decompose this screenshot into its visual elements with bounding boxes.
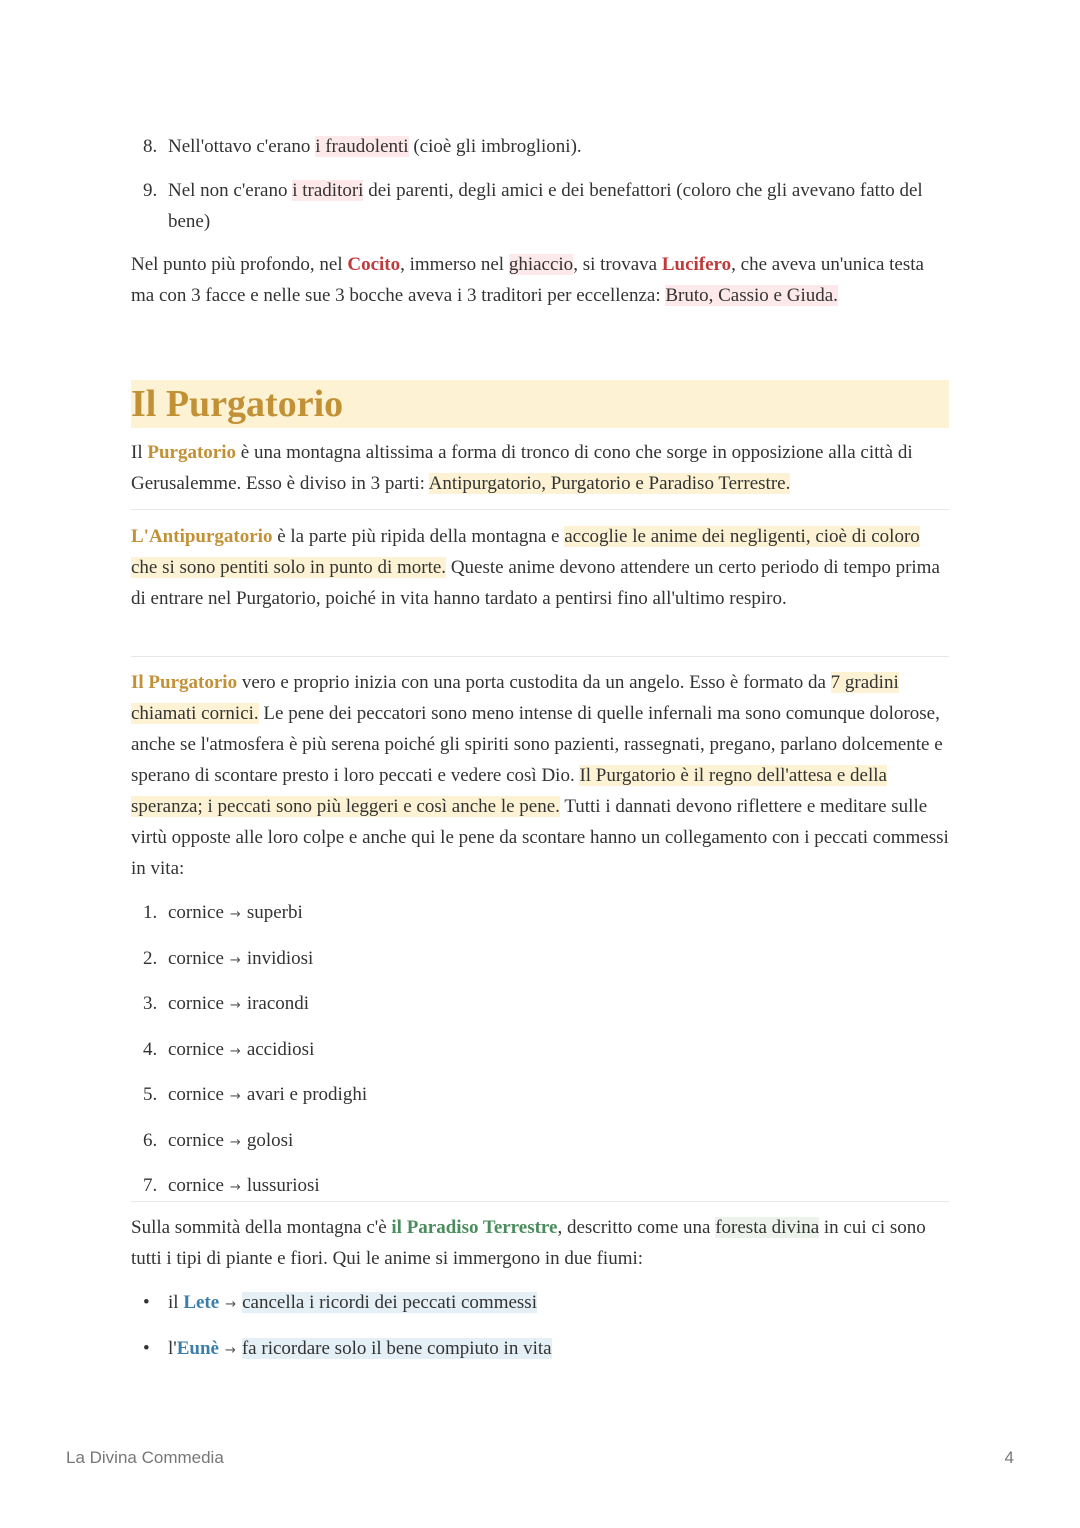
list-number: 7. [143,1175,158,1196]
cornice-item [131,988,949,1021]
cornici-list [131,897,949,1203]
purgatorio-intro [131,437,949,499]
text: in cui ci sono tutti i tipi di piante e fiori. Qui le anime si immergono in due fiumi: [131,1217,926,1269]
text: Queste anime devono attendere un certo periodo di tempo prima di entrare nel Purgatorio, poiché in vita hanno tardato a pentirsi fino all'ultimo respiro. [131,557,940,609]
text: , che aveva un'unica testa ma con 3 facce e nelle sue 3 bocche aveva i 3 traditori per eccellenza: [131,254,924,306]
list-number: 3. [143,993,158,1014]
attesa-highlight: Il Purgatorio è il regno dell'attesa e della speranza; i peccati sono più leggeri e così anche le pene. [131,765,887,817]
cornice-label: cornice [168,947,224,969]
cornice-item [131,1170,949,1203]
antipurgatorio-term: L'Antipurgatorio [131,526,273,547]
hell-circles-list [131,131,949,237]
purgatorio-paragraph [131,667,949,884]
arrow-icon: → [229,1043,241,1059]
sinners-label: golosi [246,1129,294,1151]
text: , immerso nel [400,254,509,275]
river-prefix: l' [168,1337,177,1359]
text: è la parte più ripida della montagna e [272,526,565,547]
footer-title: La Divina Commedia [66,1448,224,1467]
list-number: 1. [143,902,158,923]
sinners-label: invidiosi [246,947,314,969]
bullet-icon: • [143,1292,150,1313]
section-heading-purgatorio: Il Purgatorio [131,380,949,428]
item-text: (cioè gli imbroglioni). [408,136,582,157]
cornice-item [131,1079,949,1112]
traitors-highlight: Bruto, Cassio e Giuda. [665,285,838,306]
purgatorio-term: Purgatorio [147,442,237,463]
river-item [131,1287,949,1320]
divider [131,656,949,657]
river-name: Lete [183,1292,220,1313]
list-item [131,175,949,237]
text: , si trovava [573,254,662,275]
cornici-highlight: 7 gradini chiamati cornici. [131,672,899,724]
text: Sulla sommità della montagna c'è [131,1217,392,1238]
river-name: Eunè [176,1337,219,1359]
text: Le pene dei peccatori sono meno intense di quelle infernali ma sono comunque dolorose, anche se l'atmosfera è più serena poiché gli spiriti sono pazienti, rassegnati, pregano, parlano dolcemente e sperano di scontare presto i loro peccati e vedere così Dio. [131,703,943,786]
highlight-traditori: i traditori [292,180,364,201]
ghiaccio-highlight: ghiaccio [508,254,574,275]
arrow-icon: → [229,1180,241,1195]
page-number: 4 [1004,1448,1014,1467]
text: è una montagna altissima a forma di tronco di cono che sorge in opposizione alla città di Gerusalemme. Esso è diviso in 3 parti: [131,442,913,494]
river-item [131,1333,949,1366]
cornice-label: cornice [168,1129,224,1151]
cornice-item [131,1125,949,1158]
text: vero e proprio inizia con una porta custodita da un angelo. Esso è formato da [237,672,831,693]
arrow-icon: → [229,907,241,922]
divider [131,1201,949,1202]
lucifer-paragraph [131,249,949,311]
divider [131,509,949,510]
rivers-list [131,1287,949,1366]
text: Il [131,442,148,463]
arrow-icon: → [229,1134,241,1150]
sinners-label: accidiosi [246,1038,315,1060]
text: Tutti i dannati devono riflettere e meditare sulle virtù opposte alle loro colpe e anche qui le pene da scontare hanno un collegamento con i peccati commessi in vita: [131,796,949,879]
highlight-fraudolenti: i fraudolenti [315,136,409,157]
cornice-item [131,943,949,976]
list-item [131,131,949,162]
list-number: 8. [143,136,158,157]
river-prefix: il [168,1292,184,1313]
sinners-label: avari e prodighi [246,1084,368,1105]
cornice-label: cornice [168,902,224,923]
sinners-label: lussuriosi [246,1175,320,1196]
antipurgatorio-paragraph [131,521,949,614]
item-text: Nell'ottavo c'erano [168,136,316,157]
list-number: 5. [143,1084,158,1105]
cocito-term: Cocito [347,254,401,275]
cornice-item [131,1034,949,1067]
arrow-icon: → [229,952,241,968]
river-description: cancella i ricordi dei peccati commessi [242,1292,537,1313]
sinners-label: superbi [246,902,303,923]
paradiso-paragraph [131,1212,949,1274]
sinners-label: iracondi [246,993,310,1014]
river-description: fa ricordare solo il bene compiuto in vita [241,1337,552,1359]
list-number: 6. [143,1129,158,1151]
item-text: Nel non c'erano [168,180,293,201]
text: Nel punto più profondo, nel [131,254,348,275]
item-text: dei parenti, degli amici e dei benefattori (coloro che gli avevano fatto del bene) [168,180,923,232]
cornice-label: cornice [168,1038,224,1060]
cornice-label: cornice [168,1084,224,1105]
text: , descritto come una [557,1217,716,1238]
bullet-icon: • [143,1337,150,1359]
cornice-label: cornice [168,1175,224,1196]
arrow-icon: → [224,1342,236,1358]
negligenti-highlight: accoglie le anime dei negligenti, cioè di coloro che si sono pentiti solo in punto di morte. [131,526,920,578]
cornice-label: cornice [168,993,224,1014]
paradiso-term: il Paradiso Terrestre [391,1217,558,1238]
list-number: 2. [143,947,158,969]
arrow-icon: → [229,1089,241,1104]
list-number: 9. [143,180,158,201]
cornice-item [131,897,949,930]
purgatorio-term: Il Purgatorio [131,672,238,693]
foresta-highlight: foresta divina [715,1217,820,1238]
arrow-icon: → [229,998,241,1013]
list-number: 4. [143,1038,158,1060]
arrow-icon: → [225,1297,237,1312]
lucifero-term: Lucifero [661,254,732,275]
parts-highlight: Antipurgatorio, Purgatorio e Paradiso Terrestre. [428,473,791,494]
